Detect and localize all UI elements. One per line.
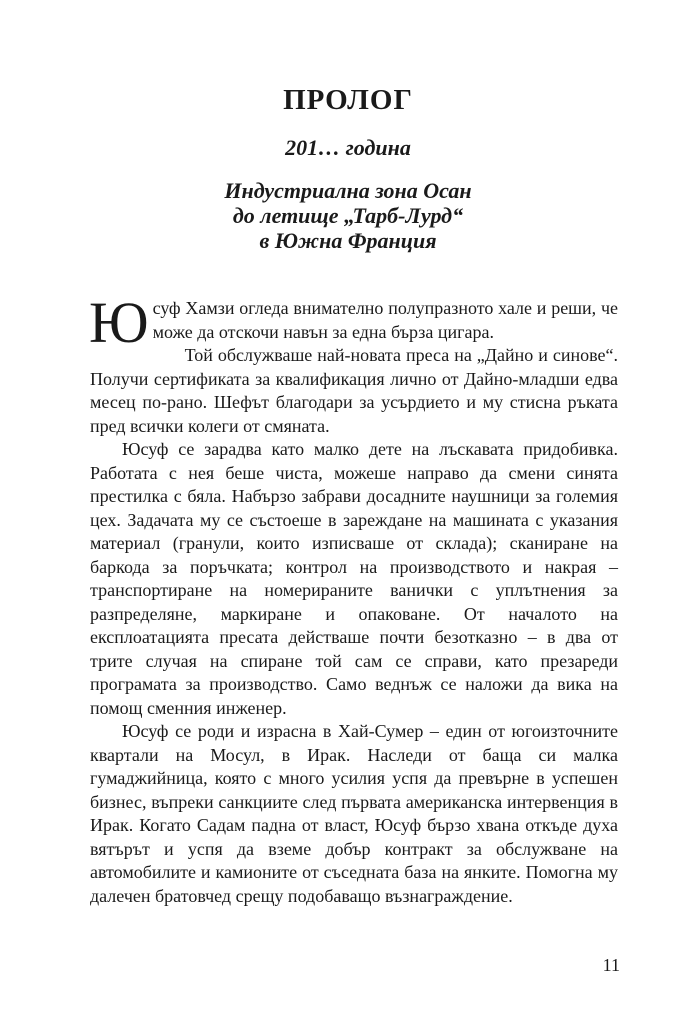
paragraph-1	[89, 290, 618, 355]
drop-cap: Ю	[89, 290, 149, 355]
location-subtitle	[0, 178, 696, 253]
body-text	[89, 290, 618, 908]
year-subtitle: 201… година	[285, 135, 411, 160]
page-number: 11	[602, 955, 620, 975]
paragraph-2: Той обслужваше най-новата преса на „Дайно и синове“. Получи сертификата за квалификация лично от Дайно-младши едва месец по-рано. Шефът благодари за усърдието и му стисна ръката пред всички колеги от смяната.	[90, 345, 618, 436]
paragraph-4: Юсуф се роди и израсна в Хай-Сумер – един от югоизточните квартали на Мосул, в Ирак. Наследи от баща си малка гумаджийница, която с много усилия успя да превърне в успешен бизнес, въпреки санкциите след първата американска интервенция в Ирак. Когато Садам падна от власт, Юсуф бързо хвана откъде духа вятърът и успя да вземе добър контракт за обслужване на автомобилите и камионите от съседната база на янките. Помогна му далечен братовчед срещу подобаващо възнаграждение.	[90, 721, 618, 906]
location-line-1: Индустриална зона Осан	[224, 178, 472, 203]
paragraph-3: Юсуф се зарадва като малко дете на лъскавата придобивка. Работата с нея беше чиста, можеше направо да смени синята престилка с бяла. Набързо забрави досадните наушници за големия цех. Задачата му се състоеше в зареждане на машината с указания материал (гранули, които изписваше от склада); сканиране на баркода за поръчката; контрол на производството и накрая – транспортиране на номерираните ванички с уплътнения за разпределяне, маркиране и опаковане. От началото на експлоатацията пресата действаше почти безотказно – в два от трите случая на спиране той сам се справи, като презареди програмата за производство. Само веднъж се наложи да вика на помощ сменния инженер.	[90, 439, 618, 718]
chapter-title: ПРОЛОГ	[283, 84, 413, 116]
location-line-3: в Южна Франция	[259, 228, 437, 253]
location-line-2: до летище „Тарб-Лурд“	[232, 203, 464, 228]
paragraph-1-text: суф Хамзи огледа внимателно полупразното хале и реши, че може да отскочи навън за една бърза цигара.	[152, 298, 618, 342]
